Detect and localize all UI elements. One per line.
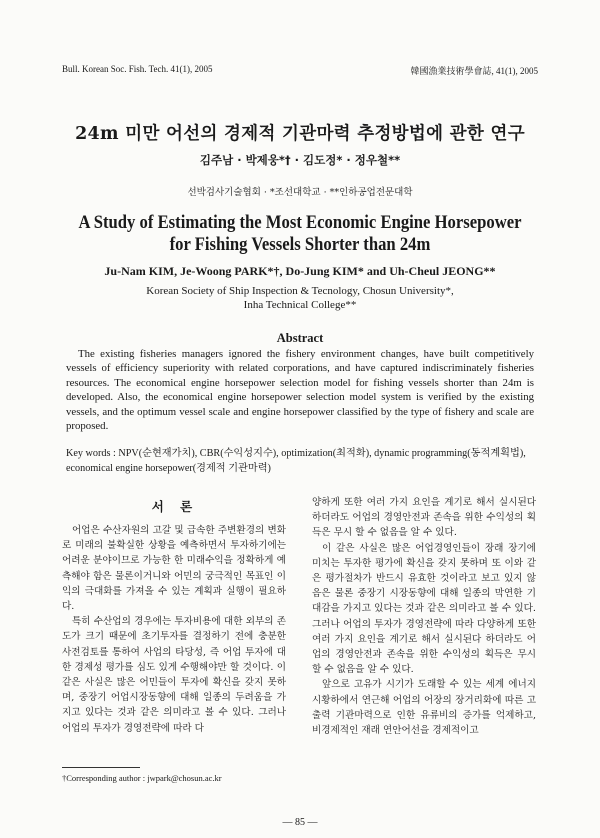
affiliation-english-line-1: Korean Society of Ship Inspection & Tecnology, Chosun University*,	[146, 285, 454, 297]
journal-header-right: 韓國漁業技術學會誌, 41(1), 2005	[410, 66, 538, 76]
affiliation-korean: 선박검사기술협회 · *조선대학교 · **인하공업전문대학	[187, 187, 413, 198]
title-english-line-2: for Fishing Vessels Shorter than 24m	[169, 235, 431, 255]
page-number: — 85 —	[282, 817, 318, 828]
affiliation-english-line-2: Inha Technical College**	[243, 299, 357, 311]
authors-korean: 김주남 · 박제웅*† · 김도정* · 정우철**	[199, 153, 401, 167]
keywords: Key words : NPV(순현재가치), CBR(수익성지수), optimization(최적화), dynamic programming(동적계획법), economical engine horsepower(경제적 기관마력)	[66, 448, 526, 474]
footnote-corresponding-author: †Corresponding author : jwpark@chosun.ac.kr	[62, 773, 222, 783]
section-heading-introduction: 서 론	[151, 499, 199, 514]
body-column-left	[62, 523, 286, 736]
authors-english: Ju-Nam KIM, Je-Woong PARK*†, Do-Jung KIM* and Uh-Cheul JEONG**	[104, 264, 496, 278]
journal-header-left: Bull. Korean Soc. Fish. Tech. 41(1), 2005	[62, 64, 213, 74]
paragraph: 양하게 또한 여러 가지 요인을 계기로 해서 실시된다 하더라도 어업의 경영안전과 존속을 위한 수익성의 획득은 무시 할 수 없음을 알 수 있다.	[312, 497, 536, 539]
title-english-line-1: A Study of Estimating the Most Economic Engine Horsepower	[78, 213, 522, 233]
paragraph: 앞으로 고유가 시기가 도래할 수 있는 세계 에너지 시황하에서 연근해 어업의 어장의 장거리화에 따른 고출력 기관마력으로 인한 유류비의 증가를 억제하고, 비경제적인 재래 연안어선을 경제적이고	[312, 679, 536, 737]
paper-title-korean: 24m 미만 어선의 경제적 기관마력 추정방법에 관한 연구	[75, 124, 525, 144]
paragraph: 특히 수산업의 경우에는 투자비용에 대한 외부의 존도가 크기 때문에 초기투자를 결정하기 전에 충분한 사전검토를 통하여 사업의 타당성, 즉 어업 투자에 대한 경제성 평가를 심도 있게 수행해야만 할 것이다. 이 같은 사실은 많은 어민들이 투자에 확신을 갖지 못하며, 중장기 어업시장동향에 대해 일종의 두려움을 가지고 있다는 것과 같은 의미라고 볼 수 있다. 그러나 어업의 투자가 경영전략에 따라 다	[62, 616, 286, 734]
body-column-right	[312, 495, 536, 738]
abstract-heading: Abstract	[276, 331, 324, 345]
paragraph: 어업은 수산자원의 고갈 및 급속한 주변환경의 변화로 미래의 불확실한 상황을 예측하면서 투자하기에는 어려운 분야이므로 가능한 한 미래수익을 정확하게 예측해야 함은 물론이거니와 어민의 궁극적인 목표인 이익의 극대화를 가져올 수 있는 계획과 실행이 필요하다.	[62, 525, 286, 613]
paragraph: 이 같은 사실은 많은 어업경영인들이 장래 장기에 미치는 투자한 평가에 확신을 갖지 못하며 또 이와 같은 평가절차가 반드시 유효한 것이라고 보고 있지 않음은 물론 중장기 시장동향에 대해 일종의 막연한 기대감을 가지고 있다는 것과 같은 의미라고 볼 수 있다. 그러나 어업의 투자가 경영전략에 따라 다양하게 또한 여러 가지 요인을 계기로 해서 실시된다 하더라도 어업의 경영안전과 존속을 위한 수익성의 획득은 무시 할 수 없음을 알 수 있다.	[312, 542, 536, 676]
footnote-divider	[62, 767, 140, 768]
paper-title-english	[30, 212, 570, 256]
affiliation-english	[0, 284, 600, 312]
abstract-text: The existing fisheries managers ignored the fishery environment changes, have built competitively vessels of efficiency superiority with related corporations, and have captured indiscriminately fisheries resources. The economical engine horsepower selection model for fishing vessels shorter than 24m is developed. Also, the economical engine horsepower selection model system is verified by the existing vessels, and the optimum vessel scale and engine horsepower classified by the type of fishery and scale are proposed.	[66, 348, 534, 433]
